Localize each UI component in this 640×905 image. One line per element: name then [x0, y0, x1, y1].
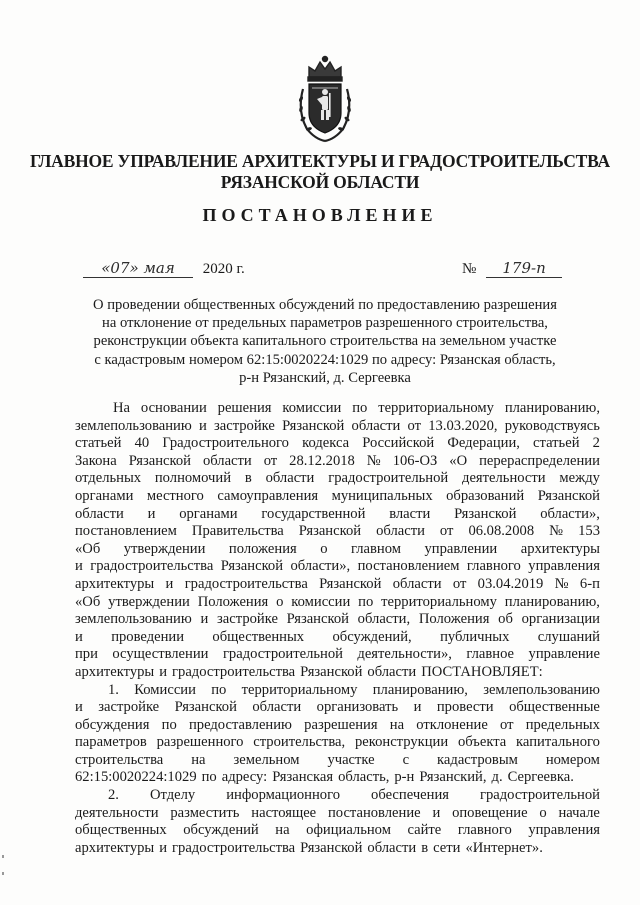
- body-line: 2. Отделу информационного обеспечения градостроительной: [108, 787, 600, 804]
- body-line: архитектуры и градостроительства Рязанской области в сети «Интернет».: [75, 839, 543, 856]
- body-line: органами местного самоуправления муниципальных образований Рязанской: [75, 487, 600, 504]
- document-date: [83, 259, 245, 278]
- scan-mark: [2, 872, 4, 875]
- handwritten-date: «07» мая: [83, 259, 193, 278]
- scan-mark: [2, 855, 4, 858]
- body-line: строительства на земельном участке с кадастровым номером: [75, 751, 600, 768]
- body-line: землепользованию и застройке Рязанской области, Положения об организации: [75, 611, 600, 628]
- body-line: деятельности разместить настоящее постановление и оповещение о начале: [75, 804, 600, 821]
- body-line: обсуждения по предоставлению разрешения на отклонение от предельных: [75, 716, 600, 733]
- body-line: и проведении общественных обсуждений, публичных слушаний: [75, 628, 600, 645]
- subject-line: с кадастровым номером 62:15:0020224:1029 по адресу: Рязанская область,: [94, 351, 556, 368]
- body-line: при осуществлении градостроительной деятельности», главное управление: [75, 646, 600, 663]
- subject-line: реконструкции объекта капитального строительства на земельном участке: [93, 333, 557, 350]
- subject-line: р-н Рязанский, д. Сергеевка: [239, 369, 411, 386]
- document-subject: [75, 296, 575, 387]
- subject-line: О проведении общественных обсуждений по предоставлению разрешения: [93, 297, 557, 313]
- body-line: «Об утверждении Положения о комиссии по территориальному планированию,: [75, 593, 600, 610]
- body-line: «Об утверждении положения о главном управлении архитектуры: [75, 540, 600, 557]
- body-line: 1. Комиссии по территориальному планированию, землепользованию: [108, 681, 600, 698]
- body-line: общественных обсуждений на официальном сайте главного управления: [75, 822, 600, 839]
- number-prefix: №: [462, 261, 477, 277]
- body-line: и градостроительства Рязанской области», постановлением главного управления: [75, 558, 600, 575]
- body-line: параметров разрешенного строительства, реконструкции объекта капитального: [75, 734, 600, 751]
- document-type-title: ПОСТАНОВЛЕНИЕ: [202, 205, 438, 225]
- body-line: постановлением Правительства Рязанской области от 06.08.2008 № 153: [75, 523, 600, 540]
- body-line: и застройке Рязанской области организовать и провести общественные: [75, 699, 600, 716]
- organization-name-line2: РЯЗАНСКОЙ ОБЛАСТИ: [220, 172, 420, 192]
- body-line: отдельных полномочий в области градостроительной деятельности между: [75, 470, 600, 487]
- subject-line: на отклонение от предельных параметров разрешенного строительства,: [102, 315, 548, 332]
- body-line: архитектуры и градостроительства Рязанской области ПОСТАНОВЛЯЕТ:: [75, 663, 543, 680]
- document-number: [462, 259, 562, 278]
- body-line: На основании решения комиссии по территориальному планированию,: [113, 400, 600, 416]
- ryazan-coat-of-arms-icon: [293, 55, 357, 143]
- body-line: землепользованию и застройке Рязанской области от 13.03.2020, руководствуясь: [75, 417, 600, 434]
- organization-name-line1: ГЛАВНОЕ УПРАВЛЕНИЕ АРХИТЕКТУРЫ И ГРАДОСТРОИТЕЛЬСТВА: [30, 151, 610, 171]
- handwritten-number: 179-п: [486, 259, 562, 278]
- body-line: архитектуры и градостроительства Рязанской области от 03.04.2019 № 6-п: [75, 575, 600, 592]
- body-line: области и органами государственной власти Рязанской области»,: [75, 505, 600, 522]
- body-line: Закона Рязанской области от 28.12.2018 № 106-ОЗ «О перераспределении: [75, 452, 600, 469]
- body-line: статьей 40 Градостроительного кодекса Российской Федерации, статьей 2: [75, 435, 600, 452]
- body-line: 62:15:0020224:1029 по адресу: Рязанская область, р-н Рязанский, д. Сергеевка.: [75, 769, 574, 786]
- document-year: 2020 г.: [202, 261, 245, 277]
- document-body: [75, 400, 600, 857]
